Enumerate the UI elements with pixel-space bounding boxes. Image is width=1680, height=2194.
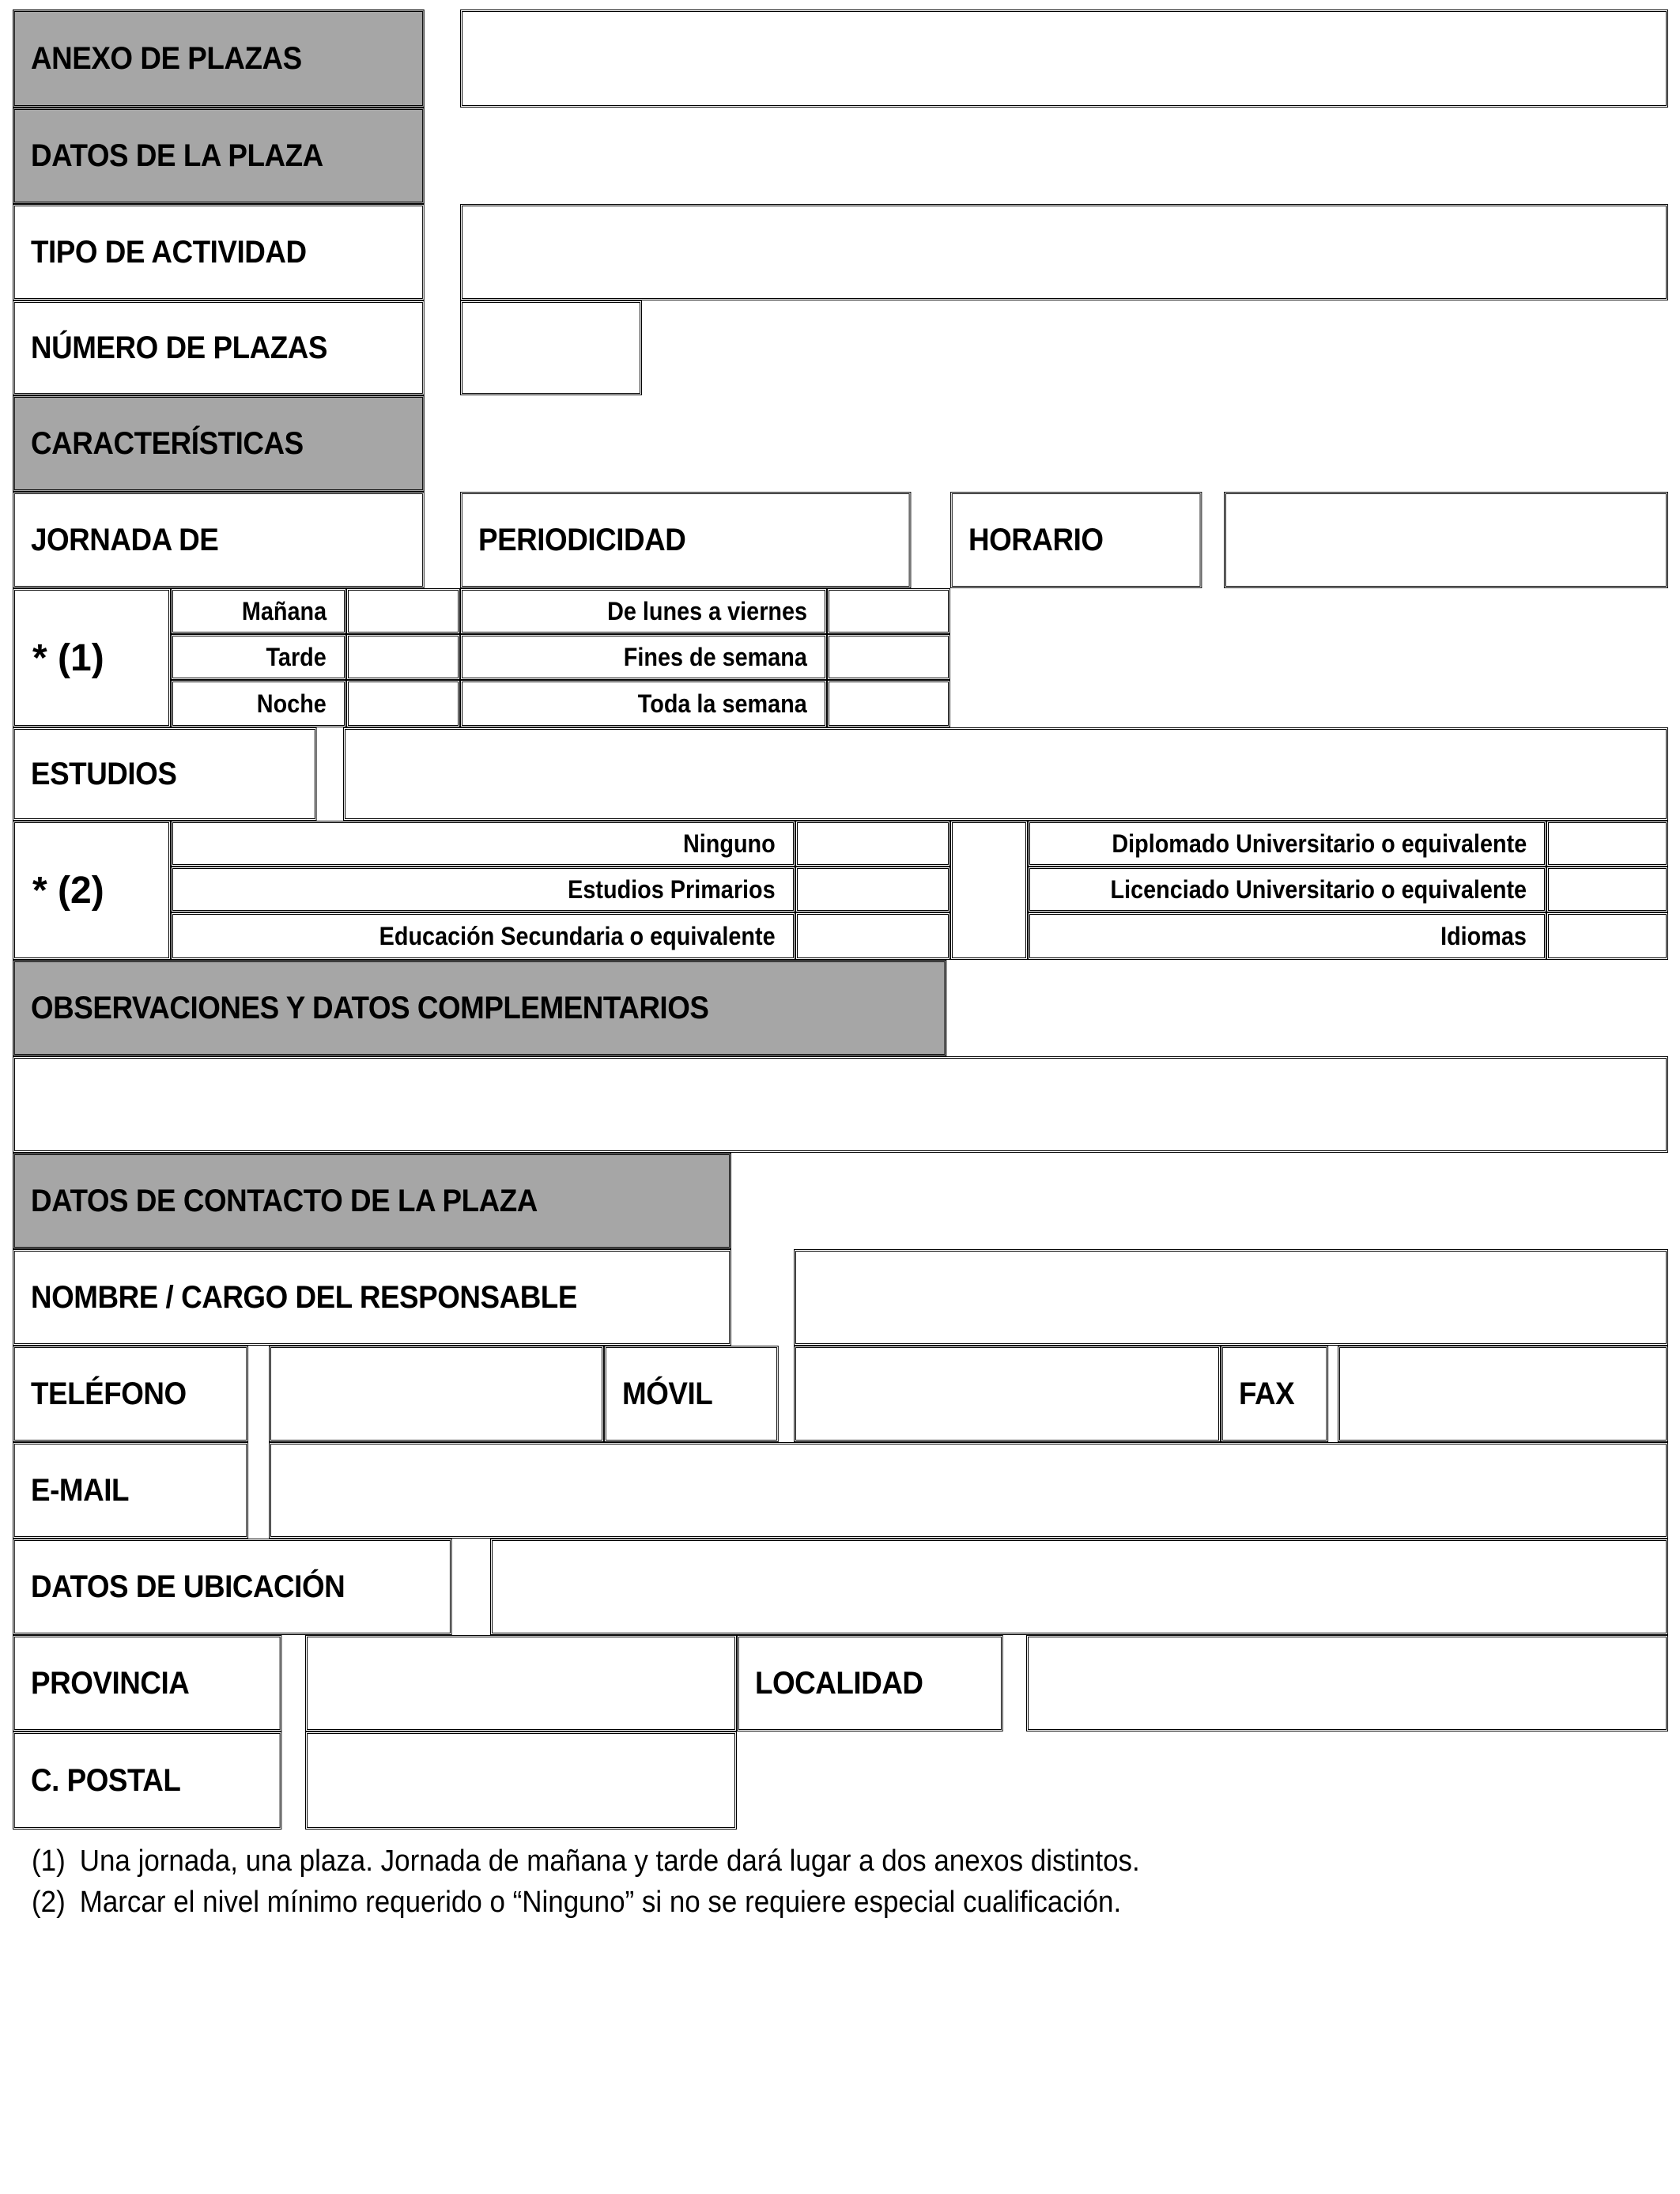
datos-plaza-label: DATOS DE LA PLAZA [13, 108, 425, 204]
cpostal-label: C. POSTAL [13, 1731, 281, 1830]
numero-plazas-field[interactable] [460, 300, 642, 395]
numero-plazas-label: NÚMERO DE PLAZAS [13, 300, 425, 395]
ninguno-checkbox[interactable] [795, 821, 950, 867]
anexo-field[interactable] [460, 9, 1668, 108]
responsable-label: NOMBRE / CARGO DEL RESPONSABLE [13, 1249, 731, 1346]
footnotes [32, 1841, 1140, 1923]
licenciado-checkbox[interactable] [1546, 867, 1668, 912]
estudios-field[interactable] [343, 727, 1668, 821]
secundaria-checkbox[interactable] [795, 912, 950, 960]
horario-header: HORARIO [950, 492, 1202, 588]
ubicacion-field[interactable] [490, 1539, 1668, 1635]
movil-field[interactable] [794, 1346, 1221, 1442]
telefono-label: TELÉFONO [13, 1346, 248, 1442]
idiomas-checkbox[interactable] [1546, 912, 1668, 960]
provincia-field[interactable] [305, 1635, 737, 1731]
email-field[interactable] [269, 1442, 1668, 1539]
localidad-field[interactable] [1026, 1635, 1668, 1731]
periodo-label: Fines de semana [460, 634, 827, 680]
responsable-field[interactable] [794, 1249, 1668, 1346]
estudios-spacer [950, 821, 1028, 960]
email-label: E-MAIL [13, 1442, 248, 1539]
periodo-label: Toda la semana [460, 680, 827, 727]
diplomado-checkbox[interactable] [1546, 821, 1668, 867]
fax-label: FAX [1221, 1346, 1328, 1442]
estudios-option-label: Estudios Primarios [171, 867, 795, 912]
primarios-checkbox[interactable] [795, 867, 950, 912]
observaciones-label: OBSERVACIONES Y DATOS COMPLEMENTARIOS [13, 960, 946, 1056]
estudios-label: ESTUDIOS [13, 727, 317, 821]
turno-label: Noche [171, 680, 346, 727]
movil-label: MÓVIL [604, 1346, 779, 1442]
fax-field[interactable] [1338, 1346, 1668, 1442]
estudios-option-label: Idiomas [1028, 912, 1546, 960]
cpostal-field[interactable] [305, 1731, 737, 1830]
tipo-actividad-field[interactable] [460, 204, 1668, 300]
anexo-label: ANEXO DE PLAZAS [13, 9, 425, 108]
localidad-label: LOCALIDAD [737, 1635, 1003, 1731]
turno-manana-checkbox[interactable] [346, 588, 460, 634]
estudios-option-label: Diplomado Universitario o equivalente [1028, 821, 1546, 867]
observaciones-field[interactable] [13, 1056, 1668, 1153]
footnote-2: (2) Marcar el nivel mínimo requerido o “Ninguno” si no se requiere especial cualificación. [32, 1886, 1122, 1919]
provincia-label: PROVINCIA [13, 1635, 281, 1731]
estudios-note-marker: * (2) [13, 821, 171, 960]
periodo-lunes-viernes-checkbox[interactable] [827, 588, 950, 634]
contacto-label: DATOS DE CONTACTO DE LA PLAZA [13, 1153, 731, 1249]
estudios-option-label: Ninguno [171, 821, 795, 867]
caracteristicas-label: CARACTERÍSTICAS [13, 395, 425, 492]
periodo-fines-semana-checkbox[interactable] [827, 634, 950, 680]
ubicacion-label: DATOS DE UBICACIÓN [13, 1539, 452, 1635]
periodicidad-header: PERIODICIDAD [460, 492, 911, 588]
telefono-field[interactable] [269, 1346, 604, 1442]
jornada-header: JORNADA DE [13, 492, 425, 588]
footnote-1: (1) Una jornada, una plaza. Jornada de mañana y tarde dará lugar a dos anexos distintos. [32, 1845, 1140, 1878]
periodo-toda-semana-checkbox[interactable] [827, 680, 950, 727]
estudios-option-label: Licenciado Universitario o equivalente [1028, 867, 1546, 912]
turno-label: Tarde [171, 634, 346, 680]
turno-noche-checkbox[interactable] [346, 680, 460, 727]
turno-tarde-checkbox[interactable] [346, 634, 460, 680]
horario-field[interactable] [1224, 492, 1668, 588]
estudios-option-label: Educación Secundaria o equivalente [171, 912, 795, 960]
tipo-actividad-label: TIPO DE ACTIVIDAD [13, 204, 425, 300]
turno-label: Mañana [171, 588, 346, 634]
jornada-note-marker: * (1) [13, 588, 171, 727]
periodo-label: De lunes a viernes [460, 588, 827, 634]
